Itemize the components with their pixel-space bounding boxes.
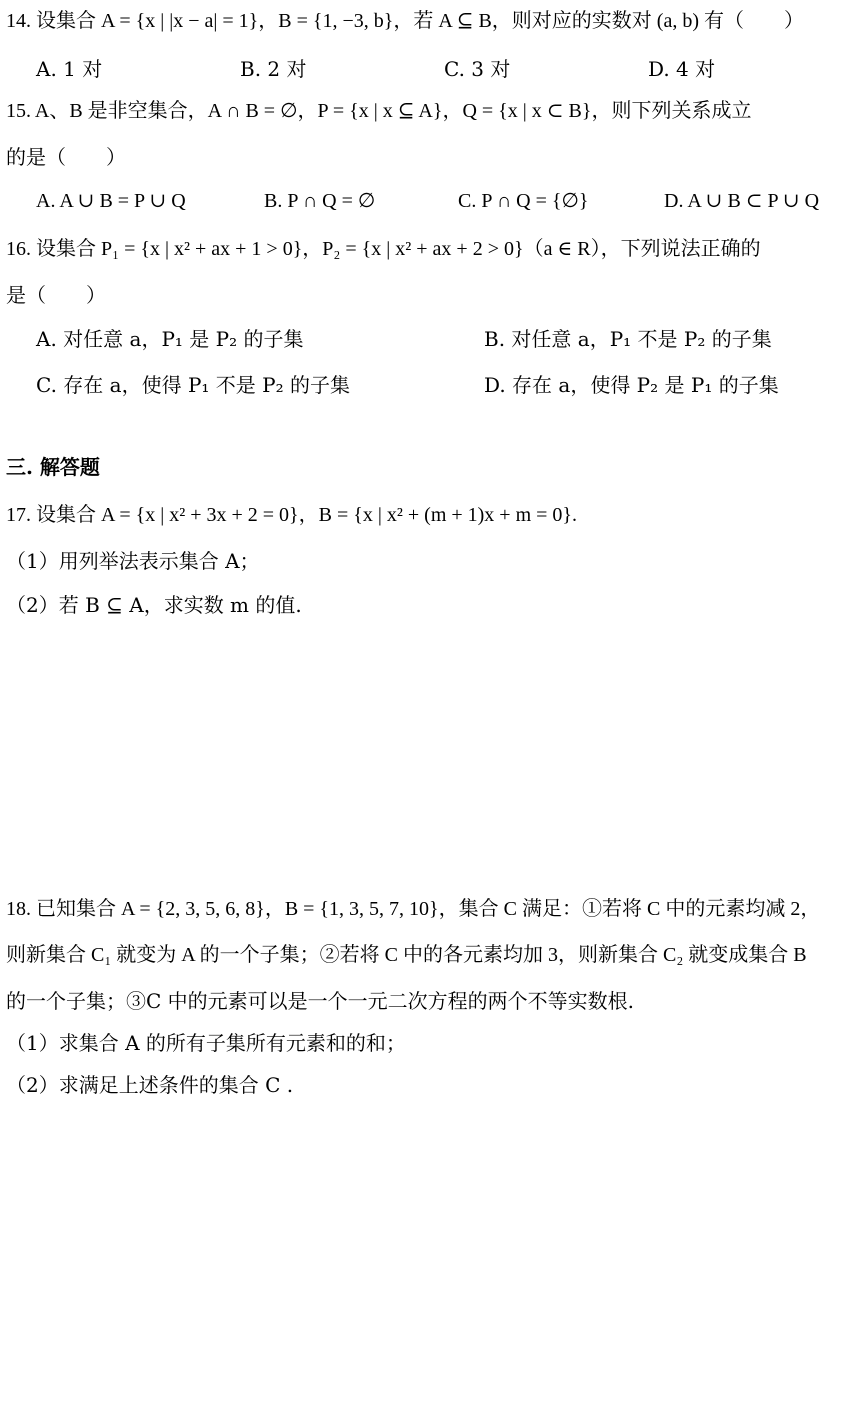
- q18-part-2: （2）求满足上述条件的集合 C .: [6, 1073, 294, 1097]
- q16-stem-line2: 是（ ）: [6, 283, 106, 307]
- q16-stem-line1: 16. 设集合 P₁ = {x | x² + ax + 1 > 0}，P₂ = {x | x² + ax + 2 > 0}（a ∈ R），下列说法正确的: [6, 238, 761, 260]
- q14-option-c: C. 3 对: [444, 57, 511, 81]
- q17-stem: 17. 设集合 A = {x | x² + 3x + 2 = 0}，B = {x | x² + (m + 1)x + m = 0}.: [6, 504, 578, 526]
- q14-option-a: A. 1 对: [36, 57, 103, 81]
- q16-option-d: D. 存在 a，使得 P₂ 是 P₁ 的子集: [484, 373, 779, 397]
- q18-stem-line3: 的一个子集；③C 中的元素可以是一个一元二次方程的两个不等实数根.: [6, 989, 635, 1013]
- q16-option-c: C. 存在 a，使得 P₁ 不是 P₂ 的子集: [36, 373, 350, 397]
- q18-stem-line2: 则新集合 C₁ 就变为 A 的一个子集；②若将 C 中的各元素均加 3，则新集合 C₂ 就变成集合 B: [6, 944, 807, 966]
- q14-option-b: B. 2 对: [240, 57, 307, 81]
- q18-part-1: （1）求集合 A 的所有子集所有元素和的和；: [6, 1031, 406, 1055]
- q18-stem-line1: 18. 已知集合 A = {2, 3, 5, 6, 8}，B = {1, 3, 5, 7, 10}，集合 C 满足：①若将 C 中的元素均减 2，: [6, 898, 821, 920]
- q14-stem: 14. 设集合 A = {x | |x − a| = 1}，B = {1, −3, b}，若 A ⊆ B，则对应的实数对 (a, b) 有（ ）: [6, 10, 804, 32]
- q14-option-d: D. 4 对: [648, 57, 716, 81]
- q15-option-a: A. A ∪ B = P ∪ Q: [36, 190, 186, 212]
- q15-option-d: D. A ∪ B ⊂ P ∪ Q: [664, 190, 820, 212]
- q16-option-b: B. 对任意 a，P₁ 不是 P₂ 的子集: [484, 327, 772, 351]
- q15-option-b: B. P ∩ Q = ∅: [264, 190, 376, 212]
- q17-part-2: （2）若 B ⊆ A，求实数 m 的值.: [6, 593, 302, 617]
- q15-stem-line1: 15. A、B 是非空集合，A ∩ B = ∅，P = {x | x ⊆ A}，Q = {x | x ⊂ B}，则下列关系成立: [6, 100, 752, 122]
- q16-option-a: A. 对任意 a，P₁ 是 P₂ 的子集: [36, 327, 304, 351]
- q15-option-c: C. P ∩ Q = {∅}: [458, 190, 589, 212]
- q15-stem-line2: 的是（ ）: [6, 145, 126, 169]
- q17-part-1: （1）用列举法表示集合 A；: [6, 549, 260, 573]
- section-title: 三. 解答题: [6, 455, 100, 479]
